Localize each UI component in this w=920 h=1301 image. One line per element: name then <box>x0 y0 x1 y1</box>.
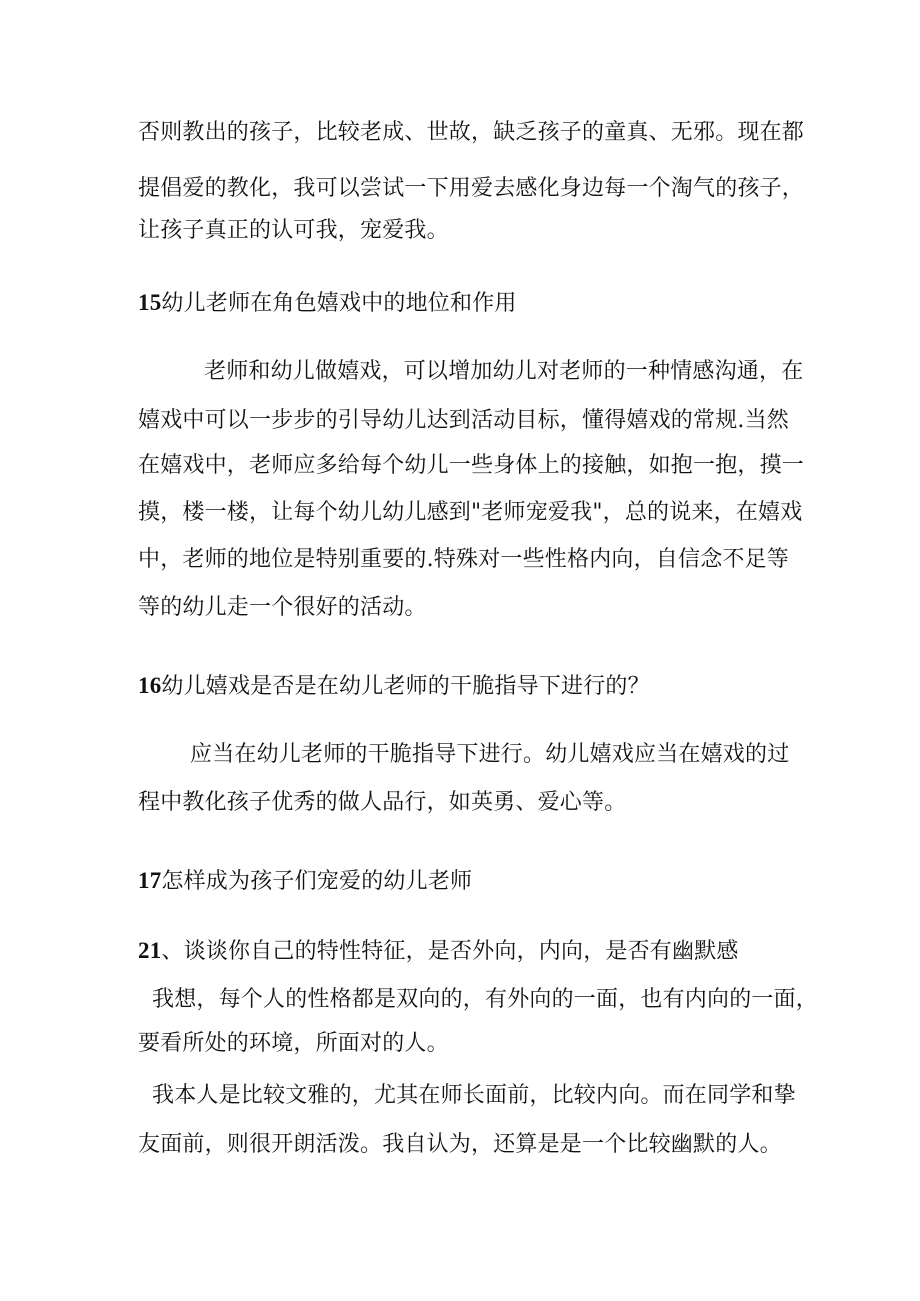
paragraph-line: 老师和幼儿做嬉戏，可以增加幼儿对老师的一种情感沟通，在 <box>204 359 804 384</box>
section-number: 15 <box>138 290 162 315</box>
paragraph-line: 友面前，则很开朗活泼。我自认为，还算是是一个比较幽默的人。 <box>138 1132 782 1157</box>
section-title: 怎样成为孩子们宠爱的幼儿老师 <box>161 869 473 894</box>
section-title: 幼儿老师在角色嬉戏中的地位和作用 <box>161 291 517 316</box>
section-number: 21 <box>138 938 162 963</box>
paragraph-line: 中，老师的地位是特别重要的.特殊对一些性格内向，自信念不足等 <box>138 547 789 572</box>
section-number: 17 <box>138 868 162 893</box>
section-number: 16 <box>138 673 162 698</box>
paragraph-line: 让孩子真正的认可我，宠爱我。 <box>138 218 449 243</box>
section-title: 、谈谈你自己的特性特征，是否外向，内向，是否有幽默感 <box>161 939 739 964</box>
paragraph-line: 我本人是比较文雅的，尤其在师长面前，比较内向。而在同学和挚 <box>152 1083 796 1108</box>
paragraph-line: 程中教化孩子优秀的做人品行，如英勇、爱心等。 <box>138 790 627 815</box>
section-heading-15 <box>138 288 517 318</box>
section-heading-17 <box>138 866 472 896</box>
paragraph-line: 嬉戏中可以一步步的引导幼儿达到活动目标，懂得嬉戏的常规.当然 <box>138 408 789 433</box>
section-title: 幼儿嬉戏是否是在幼儿老师的干脆指导下进行的？ <box>161 674 650 699</box>
paragraph-line: 等的幼儿走一个很好的活动。 <box>138 595 427 620</box>
paragraph-line: 在嬉戏中，老师应多给每个幼儿一些身体上的接触，如抱一抱，摸一 <box>138 453 805 478</box>
section-heading-21 <box>138 936 739 966</box>
paragraph-line: 提倡爱的教化，我可以尝试一下用爱去感化身边每一个淘气的孩子， <box>138 176 805 201</box>
paragraph-line: 否则教出的孩子，比较老成、世故，缺乏孩子的童真、无邪。现在都 <box>138 120 805 145</box>
paragraph-line: 要看所处的环境，所面对的人。 <box>138 1031 449 1056</box>
paragraph-line: 我想，每个人的性格都是双向的，有外向的一面，也有内向的一面， <box>152 987 819 1012</box>
section-heading-16 <box>138 671 650 701</box>
paragraph-line: 摸，楼一楼，让每个幼儿幼儿感到"老师宠爱我"，总的说来，在嬉戏 <box>138 500 803 525</box>
paragraph-line: 应当在幼儿老师的干脆指导下进行。幼儿嬉戏应当在嬉戏的过 <box>190 742 790 767</box>
